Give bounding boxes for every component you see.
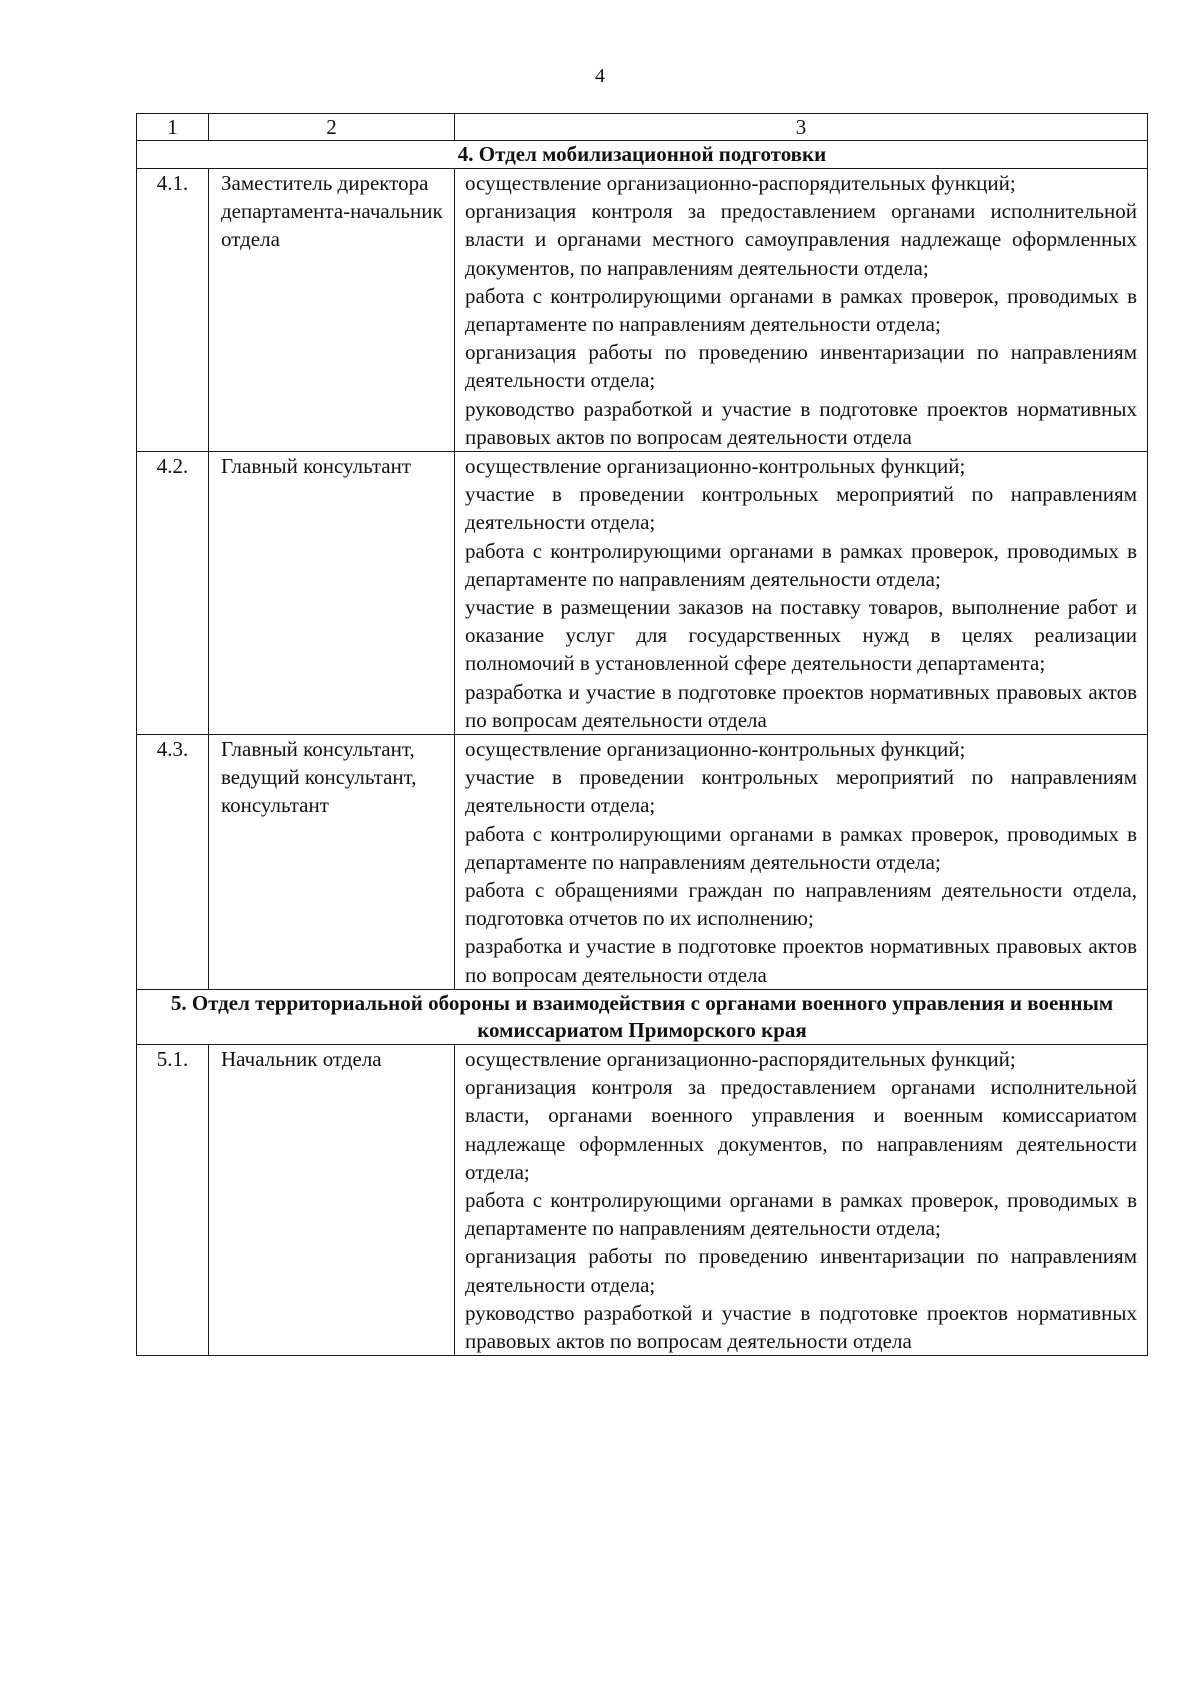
duties-cell [455,735,1148,990]
duty-item: организация контроля за предоставлением органами исполнительной власти, органами военного управления и военным комиссариатом надлежаще оформленных документов, по направлениям деятельности отдела; [465,1075,1137,1184]
section-title: 5. Отдел территориальной обороны и взаимодействия с органами военного управления и военным комиссариатом Приморского края [137,989,1148,1044]
duty-item: руководство разработкой и участие в подготовке проектов нормативных правовых актов по вопросам деятельности отдела [465,396,1137,449]
table-row [137,735,1148,990]
duties-table [136,113,1148,1356]
duties-cell [455,452,1148,735]
duty-item: участие в проведении контрольных мероприятий по направлениям деятельности отдела; [465,482,1137,535]
duty-item: работа с обращениями граждан по направлениям деятельности отдела, подготовка отчетов по их исполнению; [465,878,1137,931]
row-number: 4.2. [137,452,209,735]
duty-item: осуществление организационно-контрольных функций; [465,737,966,762]
duty-item: участие в проведении контрольных мероприятий по направлениям деятельности отдела; [465,765,1137,818]
page-number: 4 [595,65,605,87]
table-header-row [137,114,1148,141]
duty-item: организация работы по проведению инвентаризации по направлениям деятельности отдела; [465,1244,1137,1297]
duty-item: участие в размещении заказов на поставку товаров, выполнение работ и оказание услуг для государственных нужд в целях реализации полномочий в установленной сфере деятельности департамента; [465,595,1137,676]
duty-item: работа с контролирующими органами в рамках проверок, проводимых в департаменте по направлениям деятельности отдела; [465,538,1137,591]
table-row [137,169,1148,452]
duty-item: осуществление организационно-распорядительных функций; [465,171,1016,195]
row-number: 4.3. [137,735,209,990]
duty-item: организация работы по проведению инвентаризации по направлениям деятельности отдела; [465,340,1137,393]
table-row [137,452,1148,735]
row-number: 5.1. [137,1044,209,1355]
duty-item: работа с контролирующими органами в рамках проверок, проводимых в департаменте по направлениям деятельности отдела; [465,821,1137,874]
duty-item: работа с контролирующими органами в рамках проверок, проводимых в департаменте по направлениям деятельности отдела; [465,283,1137,337]
position-title: Заместитель директора департамента-начальник отдела [209,169,455,452]
duty-item: осуществление организационно-контрольных функций; [465,454,966,479]
row-number: 4.1. [137,169,209,452]
section-heading-row [137,141,1148,169]
duty-item: осуществление организационно-распорядительных функций; [465,1046,1016,1071]
header-col-2: 2 [209,114,455,141]
duties-cell [455,169,1148,452]
duty-item: разработка и участие в подготовке проектов нормативных правовых актов по вопросам деятельности отдела [465,934,1137,987]
table-row [137,1044,1148,1355]
position-title: Главный консультант [209,452,455,735]
duty-item: разработка и участие в подготовке проектов нормативных правовых актов по вопросам деятельности отдела [465,679,1137,732]
header-col-3: 3 [455,114,1148,141]
duties-cell [455,1044,1148,1355]
duty-item: работа с контролирующими органами в рамках проверок, проводимых в департаменте по направлениям деятельности отдела; [465,1187,1137,1241]
position-title: Главный консультант, ведущий консультант, консультант [209,735,455,990]
duty-item: руководство разработкой и участие в подготовке проектов нормативных правовых актов по вопросам деятельности отдела [465,1300,1137,1353]
section-title: 4. Отдел мобилизационной подготовки [137,141,1148,169]
header-col-1: 1 [137,114,209,141]
duty-item: организация контроля за предоставлением органами исполнительной власти и органами местного самоуправления надлежаще оформленных документов, по направлениям деятельности отдела; [465,199,1137,280]
position-title: Начальник отдела [209,1044,455,1355]
section-heading-row [137,989,1148,1044]
